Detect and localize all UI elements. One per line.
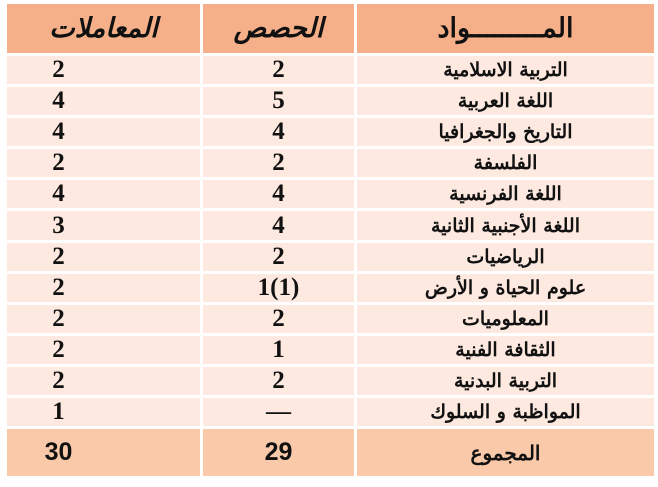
hours-cell: [200, 56, 354, 87]
total-hours-value: 29: [264, 438, 293, 467]
subject-name: الرياضيات: [466, 245, 545, 268]
hours-cell: [200, 87, 354, 118]
subject-cell: [354, 118, 654, 149]
coefficient-value: 4: [52, 87, 65, 115]
subject-cell: [354, 398, 654, 429]
hours-cell: [200, 398, 354, 429]
subject-name: التربية الاسلامية: [443, 59, 568, 82]
subject-cell: [354, 56, 654, 87]
coefficient-cell: [4, 87, 200, 118]
subject-name: التاريخ والجغرافيا: [438, 121, 573, 144]
hours-value: —: [266, 398, 291, 426]
hours-cell: [200, 149, 354, 180]
coefficient-cell: [4, 274, 200, 305]
coefficient-value: 4: [52, 180, 65, 208]
hours-cell: [200, 180, 354, 211]
header-coefficients: [4, 4, 200, 56]
coefficient-value: 2: [52, 242, 65, 270]
subject-name: الثقافة الفنية: [455, 338, 556, 361]
hours-value: 2: [272, 56, 285, 84]
header-subjects-label: المـــــــــواد: [437, 13, 574, 44]
subject-name: المعلوميات: [462, 307, 549, 330]
coefficient-value: 2: [52, 56, 65, 84]
hours-cell: [200, 118, 354, 149]
coefficient-value: 2: [52, 149, 65, 177]
coefficient-value: 2: [52, 335, 65, 363]
subject-name: علوم الحياة و الأرض: [424, 276, 587, 299]
hours-value: 2: [272, 242, 285, 270]
coefficient-value: 1: [52, 398, 65, 426]
total-label: المجموع: [470, 440, 541, 465]
header-hours: [200, 4, 354, 56]
header-hours-label: الحصص: [233, 13, 324, 44]
subject-name: الفلسفة: [473, 152, 538, 175]
subject-cell: [354, 149, 654, 180]
hours-value: 4: [272, 118, 285, 146]
subject-cell: [354, 305, 654, 336]
coefficient-value: 2: [52, 273, 65, 301]
total-coefficient-cell: [4, 429, 200, 479]
subject-cell: [354, 87, 654, 118]
hours-value: 4: [272, 180, 285, 208]
hours-value: 5: [272, 87, 285, 115]
subjects-table: [4, 4, 654, 483]
coefficient-value: 2: [52, 304, 65, 332]
coefficient-value: 3: [52, 211, 65, 239]
subject-name: اللغة الفرنسية: [449, 183, 562, 206]
coefficient-cell: [4, 56, 200, 87]
subject-name: المواظبة و السلوك: [430, 401, 581, 424]
coefficient-cell: [4, 243, 200, 274]
subject-cell: [354, 336, 654, 367]
hours-value: 1: [272, 335, 285, 363]
subject-name: التربية البدنية: [453, 369, 558, 392]
hours-cell: [200, 211, 354, 242]
subject-cell: [354, 211, 654, 242]
subject-cell: [354, 180, 654, 211]
coefficient-cell: [4, 367, 200, 398]
total-hours-cell: [200, 429, 354, 479]
hours-cell: [200, 243, 354, 274]
coefficient-value: 4: [52, 118, 65, 146]
subject-cell: [354, 367, 654, 398]
coefficient-value: 2: [52, 366, 65, 394]
subject-cell: [354, 274, 654, 305]
total-label-cell: [354, 429, 654, 479]
hours-cell: [200, 336, 354, 367]
hours-value: 1(1): [257, 273, 300, 301]
coefficient-cell: [4, 211, 200, 242]
header-subjects: [354, 4, 654, 56]
coefficient-cell: [4, 398, 200, 429]
total-coefficient-value: 30: [44, 438, 73, 467]
hours-value: 4: [272, 211, 285, 239]
header-coefficients-label: المعاملات: [49, 13, 158, 44]
coefficient-cell: [4, 180, 200, 211]
hours-cell: [200, 274, 354, 305]
coefficient-cell: [4, 305, 200, 336]
coefficient-cell: [4, 149, 200, 180]
coefficient-cell: [4, 118, 200, 149]
hours-value: 2: [272, 149, 285, 177]
hours-value: 2: [272, 366, 285, 394]
hours-cell: [200, 305, 354, 336]
hours-value: 2: [272, 304, 285, 332]
hours-cell: [200, 367, 354, 398]
subject-name: اللغة الأجنبية الثانية: [431, 214, 580, 237]
subject-name: اللغة العربية: [457, 90, 554, 113]
coefficient-cell: [4, 336, 200, 367]
subject-cell: [354, 243, 654, 274]
